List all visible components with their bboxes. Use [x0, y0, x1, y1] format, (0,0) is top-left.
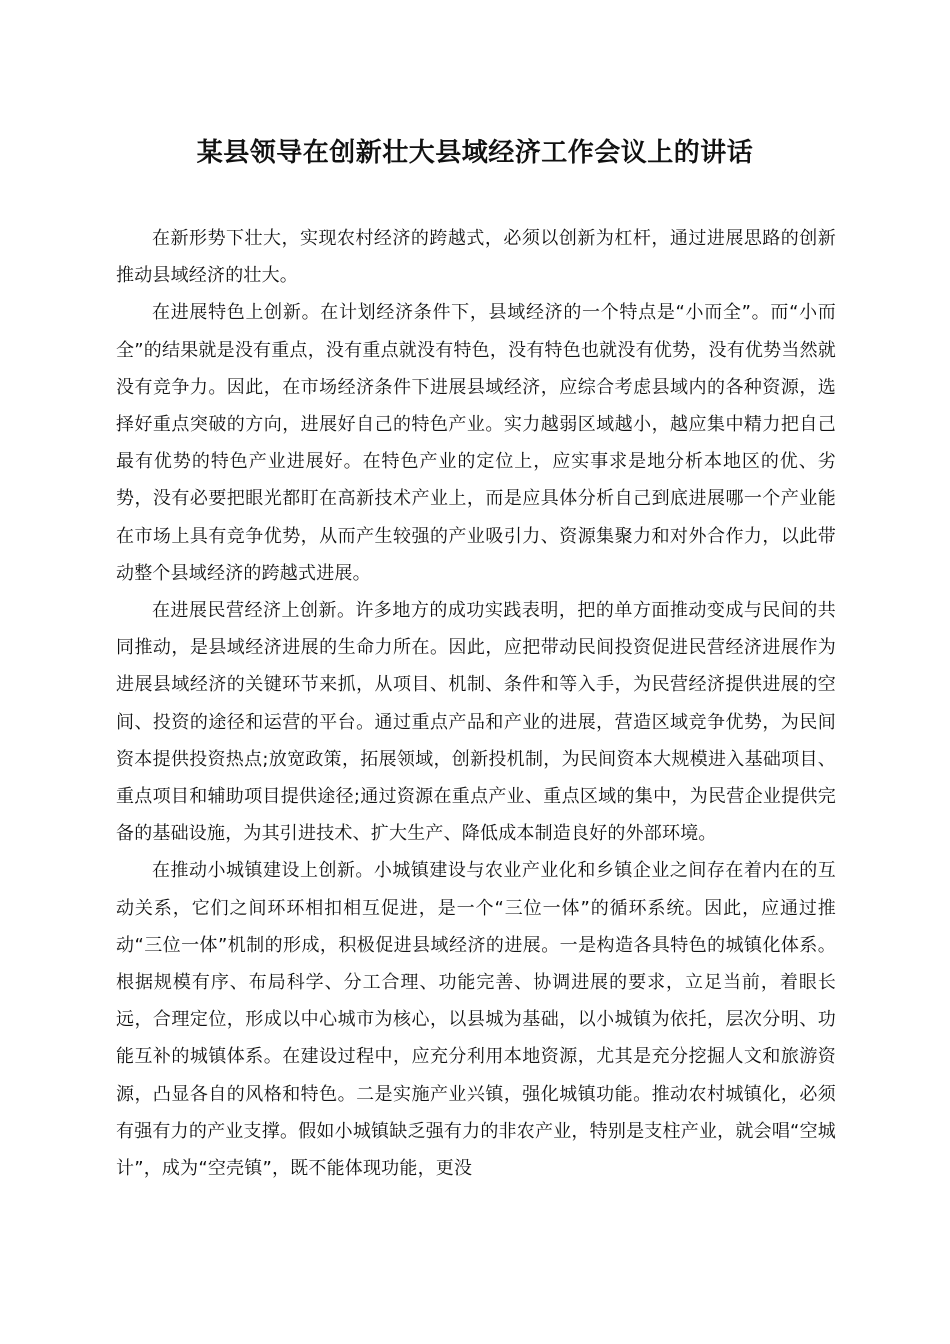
paragraph-intro: 在新形势下壮大，实现农村经济的跨越式，必须以创新为杠杆，通过进展思路的创新推动县域经济的壮大。	[116, 228, 836, 287]
paragraph-featured-industry: 在进展特色上创新。在计划经济条件下，县域经济的一个特点是“小而全”。而“小而全”的结果就是没有重点，没有重点就没有特色，没有特色也就没有优势，没有优势当然就没有竞争力。因此，在市场经济条件下进展县域经济，应综合考虑县域内的各种资源，选择好重点突破的方向，进展好自己的特色产业。实力越弱区域越小，越应集中精力把自己最有优势的特色产业进展好。在特色产业的定位上，应实事求是地分析本地区的优、劣势，没有必要把眼光都盯在高新技术产业上，而是应具体分析自己到底进展哪一个产业能在市场上具有竞争优势，从而产生较强的产业吸引力、资源集聚力和对外合作力，以此带动整个县域经济的跨越式进展。	[116, 302, 836, 584]
paragraph-private-economy: 在进展民营经济上创新。许多地方的成功实践表明，把的单方面推动变成与民间的共同推动，是县域经济进展的生命力所在。因此，应把带动民间投资促进民营经济进展作为进展县域经济的关键环节来抓，从项目、机制、条件和等入手，为民营经济提供进展的空间、投资的途径和运营的平台。通过重点产品和产业的进展，营造区域竞争优势，为民间资本提供投资热点;放宽政策，拓展领域，创新投机制，为民间资本大规模进入基础项目、重点项目和辅助项目提供途径;通过资源在重点产业、重点区域的集中，为民营企业提供完备的基础设施，为其引进技术、扩大生产、降低成本制造良好的外部环境。	[116, 600, 836, 845]
document-title: 某县领导在创新壮大县域经济工作会议上的讲话	[196, 138, 754, 168]
document-body	[116, 220, 836, 1187]
paragraph-small-towns: 在推动小城镇建设上创新。小城镇建设与农业产业化和乡镇企业之间存在着内在的互动关系，它们之间环环相扣相互促进，是一个“三位一体”的循环系统。因此，应通过推动“三位一体”机制的形成，积极促进县域经济的进展。一是构造各具特色的城镇化体系。根据规模有序、布局科学、分工合理、功能完善、协调进展的要求，立足当前，着眼长远，合理定位，形成以中心城市为核心，以县城为基础，以小城镇为依托，层次分明、功能互补的城镇体系。在建设过程中，应充分利用本地资源，尤其是充分挖掘人文和旅游资源，凸显各自的风格和特色。二是实施产业兴镇，强化城镇功能。推动农村城镇化，必须有强有力的产业支撑。假如小城镇缺乏强有力的非农产业，特别是支柱产业，就会唱“空城计”，成为“空壳镇”，既不能体现功能，更没	[116, 860, 836, 1180]
